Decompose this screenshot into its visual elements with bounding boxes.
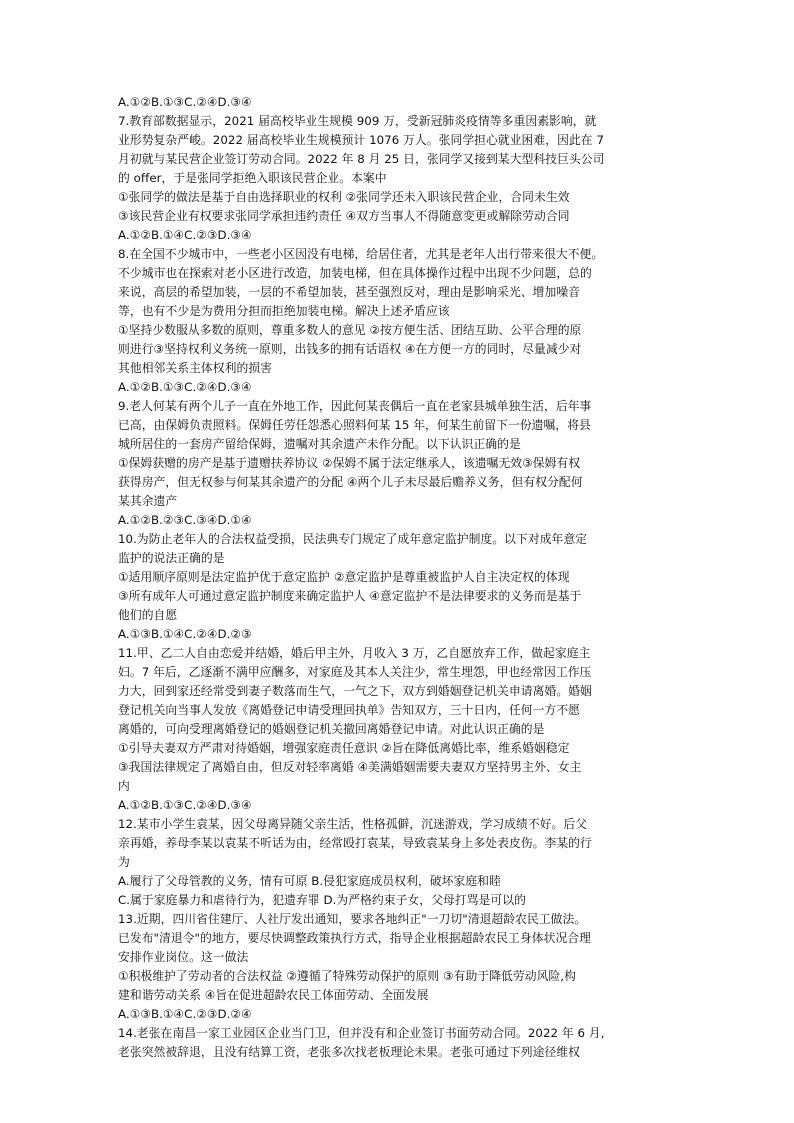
text-line: ①引导夫妻双方严肃对待婚姻，增强家庭责任意识 ②旨在降低离婚比率，维系婚姻稳定 (118, 741, 570, 755)
text-line: 内 (118, 779, 130, 793)
text-line: 11.甲、乙二人自由恋爱并结婚，婚后甲主外，月收入 3 万，乙自愿放弃工作，做起家庭主 (118, 646, 591, 660)
text-line: A.①②B.①③C.②④D.③④ (118, 798, 252, 812)
text-line: A.①②B.①③C.②④D.③④ (118, 95, 252, 109)
text-line: 13.近期，四川省住建厅、人社厅发出通知，要求各地纠正"一刀切"清退超龄农民工做法。 (118, 912, 587, 926)
text-line: 城所居住的一套房产留给保姆，遗嘱对其余遗产未作分配。以下认识正确的是 (118, 437, 521, 451)
text-line: 亲再婚，养母李某以袁某不听话为由，经常殴打袁某，导致袁某身上多处表皮伤。李某的行 (118, 836, 592, 850)
text-line: 获得房产，但无权参与何某其余遗产的分配 ④两个儿子未尽最后赡养义务，但有权分配何 (118, 475, 583, 489)
text-line: ①张同学的做法是基于自由选择职业的权利 ②张同学还未入职该民营企业，合同未生效 (118, 190, 570, 204)
text-line: 已发布"清退令"的地方，要尽快调整政策执行方式，指导企业根据超龄农民工身体状况合理 (118, 931, 591, 945)
text-line: 登记机关向当事人发放《离婚登记申请受理回执单》告知双方，三十日内，任何一方不愿 (118, 703, 581, 717)
text-line: A.履行了父母管教的义务，情有可原 B.侵犯家庭成员权利，破坏家庭和睦 (118, 874, 501, 888)
text-line: A.①③B.①④C.②③D.②④ (118, 1007, 252, 1021)
text-line: ①保姆获赠的房产是基于遗赠扶养协议 ②保姆不属于法定继承人，该遗嘱无效③保姆有权 (118, 456, 581, 470)
text-line: A.①②B.①③C.②④D.③④ (118, 380, 252, 394)
text-line: ①积极维护了劳动者的合法权益 ②遵循了特殊劳动保护的原则 ③有助于降低劳动风险,构 (118, 969, 576, 983)
text-line: 妇。7 年后，乙逐渐不满甲应酬多，对家庭及其本人关注少，常生埋怨，甲也经常因工作压 (118, 665, 592, 679)
text-line: 为 (118, 855, 130, 869)
text-line: 14.老张在南昌一家工业园区企业当门卫，但并没有和企业签订书面劳动合同。2022 年 6 月, (118, 1026, 605, 1040)
text-line: 其他相邻关系主体权利的损害 (118, 361, 273, 375)
text-line: 来说，高层的希望加装，一层的不希望加装，甚至强烈反对，理由是影响采光、增加噪音 (118, 285, 581, 299)
text-line: ①适用顺序原则是法定监护优于意定监护 ②意定监护是尊重被监护人自主决定权的体现 (118, 570, 570, 584)
text-line: ③所有成年人可通过意定监护制度来确定监护人 ④意定监护不是法律要求的义务而是基于 (118, 589, 582, 603)
text-line: ③该民营企业有权要求张同学承担违约责任 ④双方当事人不得随意变更或解除劳动合同 (118, 209, 570, 223)
text-line: 建和谐劳动关系 ④旨在促进超龄农民工体面劳动、全面发展 (118, 988, 429, 1002)
text-line: 某其余遗产 (118, 494, 178, 508)
text-line: A.①②B.①④C.②③D.③④ (118, 228, 252, 242)
text-line: C.属于家庭暴力和虐待行为，犯遗弃罪 D.为严格约束子女，父母打骂是可以的 (118, 893, 526, 907)
text-line: 等，也有不少是为费用分担而拒绝加装电梯。解决上述矛盾应该 (118, 304, 450, 318)
text-line: 12.某市小学生袁某，因父母离异随父亲生活，性格孤僻，沉迷游戏，学习成绩不好。后父 (118, 817, 588, 831)
text-line: 监护的说法正确的是 (118, 551, 225, 565)
text-line: 8.在全国不少城市中，一些老小区因没有电梯，给居住者，尤其是老年人出行带来很大不便。 (118, 247, 604, 261)
text-line: 不少城市也在探索对老小区进行改造，加装电梯，但在具体操作过程中出现不少问题，总的 (118, 266, 592, 280)
text-line: 业形势复杂严峻。2022 届高校毕业生规模预计 1076 万人。张同学担心就业困难，因此在 7 (118, 133, 604, 147)
text-line: 9.老人何某有两个儿子一直在外地工作，因此何某丧偶后一直在老家县城单独生活，后年事 (118, 399, 592, 413)
text-line: 的 offer，于是张同学拒绝入职该民营企业。本案中 (118, 171, 387, 185)
text-line: 力大，回到家还经常受到妻子数落而生气，一气之下，双方到婚姻登记机关申请离婚。婚姻 (118, 684, 592, 698)
text-line: 离婚的，可向受理离婚登记的婚姻登记机关撤回离婚登记申请。对此认识正确的是 (118, 722, 545, 736)
text-line: 他们的自愿 (118, 608, 178, 622)
text-line: 7.教育部数据显示，2021 届高校毕业生规模 909 万，受新冠肺炎疫情等多重因素影响，就 (118, 114, 597, 128)
text-line: ③我国法律规定了离婚自由，但反对轻率离婚 ④美满婚姻需要夫妻双方坚持男主外、女主 (118, 760, 582, 774)
text-line: 则进行③坚持权利义务统一原则，出钱多的拥有话语权 ④在方便一方的同时，尽量减少对 (118, 342, 582, 356)
text-line: 月初就与某民营企业签订劳动合同。2022 年 8 月 25 日，张同学又接到某大型科技巨头公司 (118, 152, 605, 166)
exam-page (118, 93, 678, 1062)
text-line: 安排作业岗位。这一做法 (118, 950, 249, 964)
text-line: 10.为防止老年人的合法权益受损，民法典专门规定了成年意定监护制度。以下对成年意定 (118, 532, 588, 546)
text-line: A.①③B.①④C.②④D.②③ (118, 627, 252, 641)
text-line: A.①②B.②③C.③④D.①④ (118, 513, 252, 527)
text-line: ①坚持少数服从多数的原则，尊重多数人的意见 ②按方便生活、团结互助、公平合理的原 (118, 323, 582, 337)
text-line: 老张突然被辞退，且没有结算工资，老张多次找老板理论未果。老张可通过下列途径维权 (118, 1045, 581, 1059)
text-line: 已高，由保姆负责照料。保姆任劳任怨悉心照料何某 15 年，何某生前留下一份遗嘱，将县 (118, 418, 591, 432)
